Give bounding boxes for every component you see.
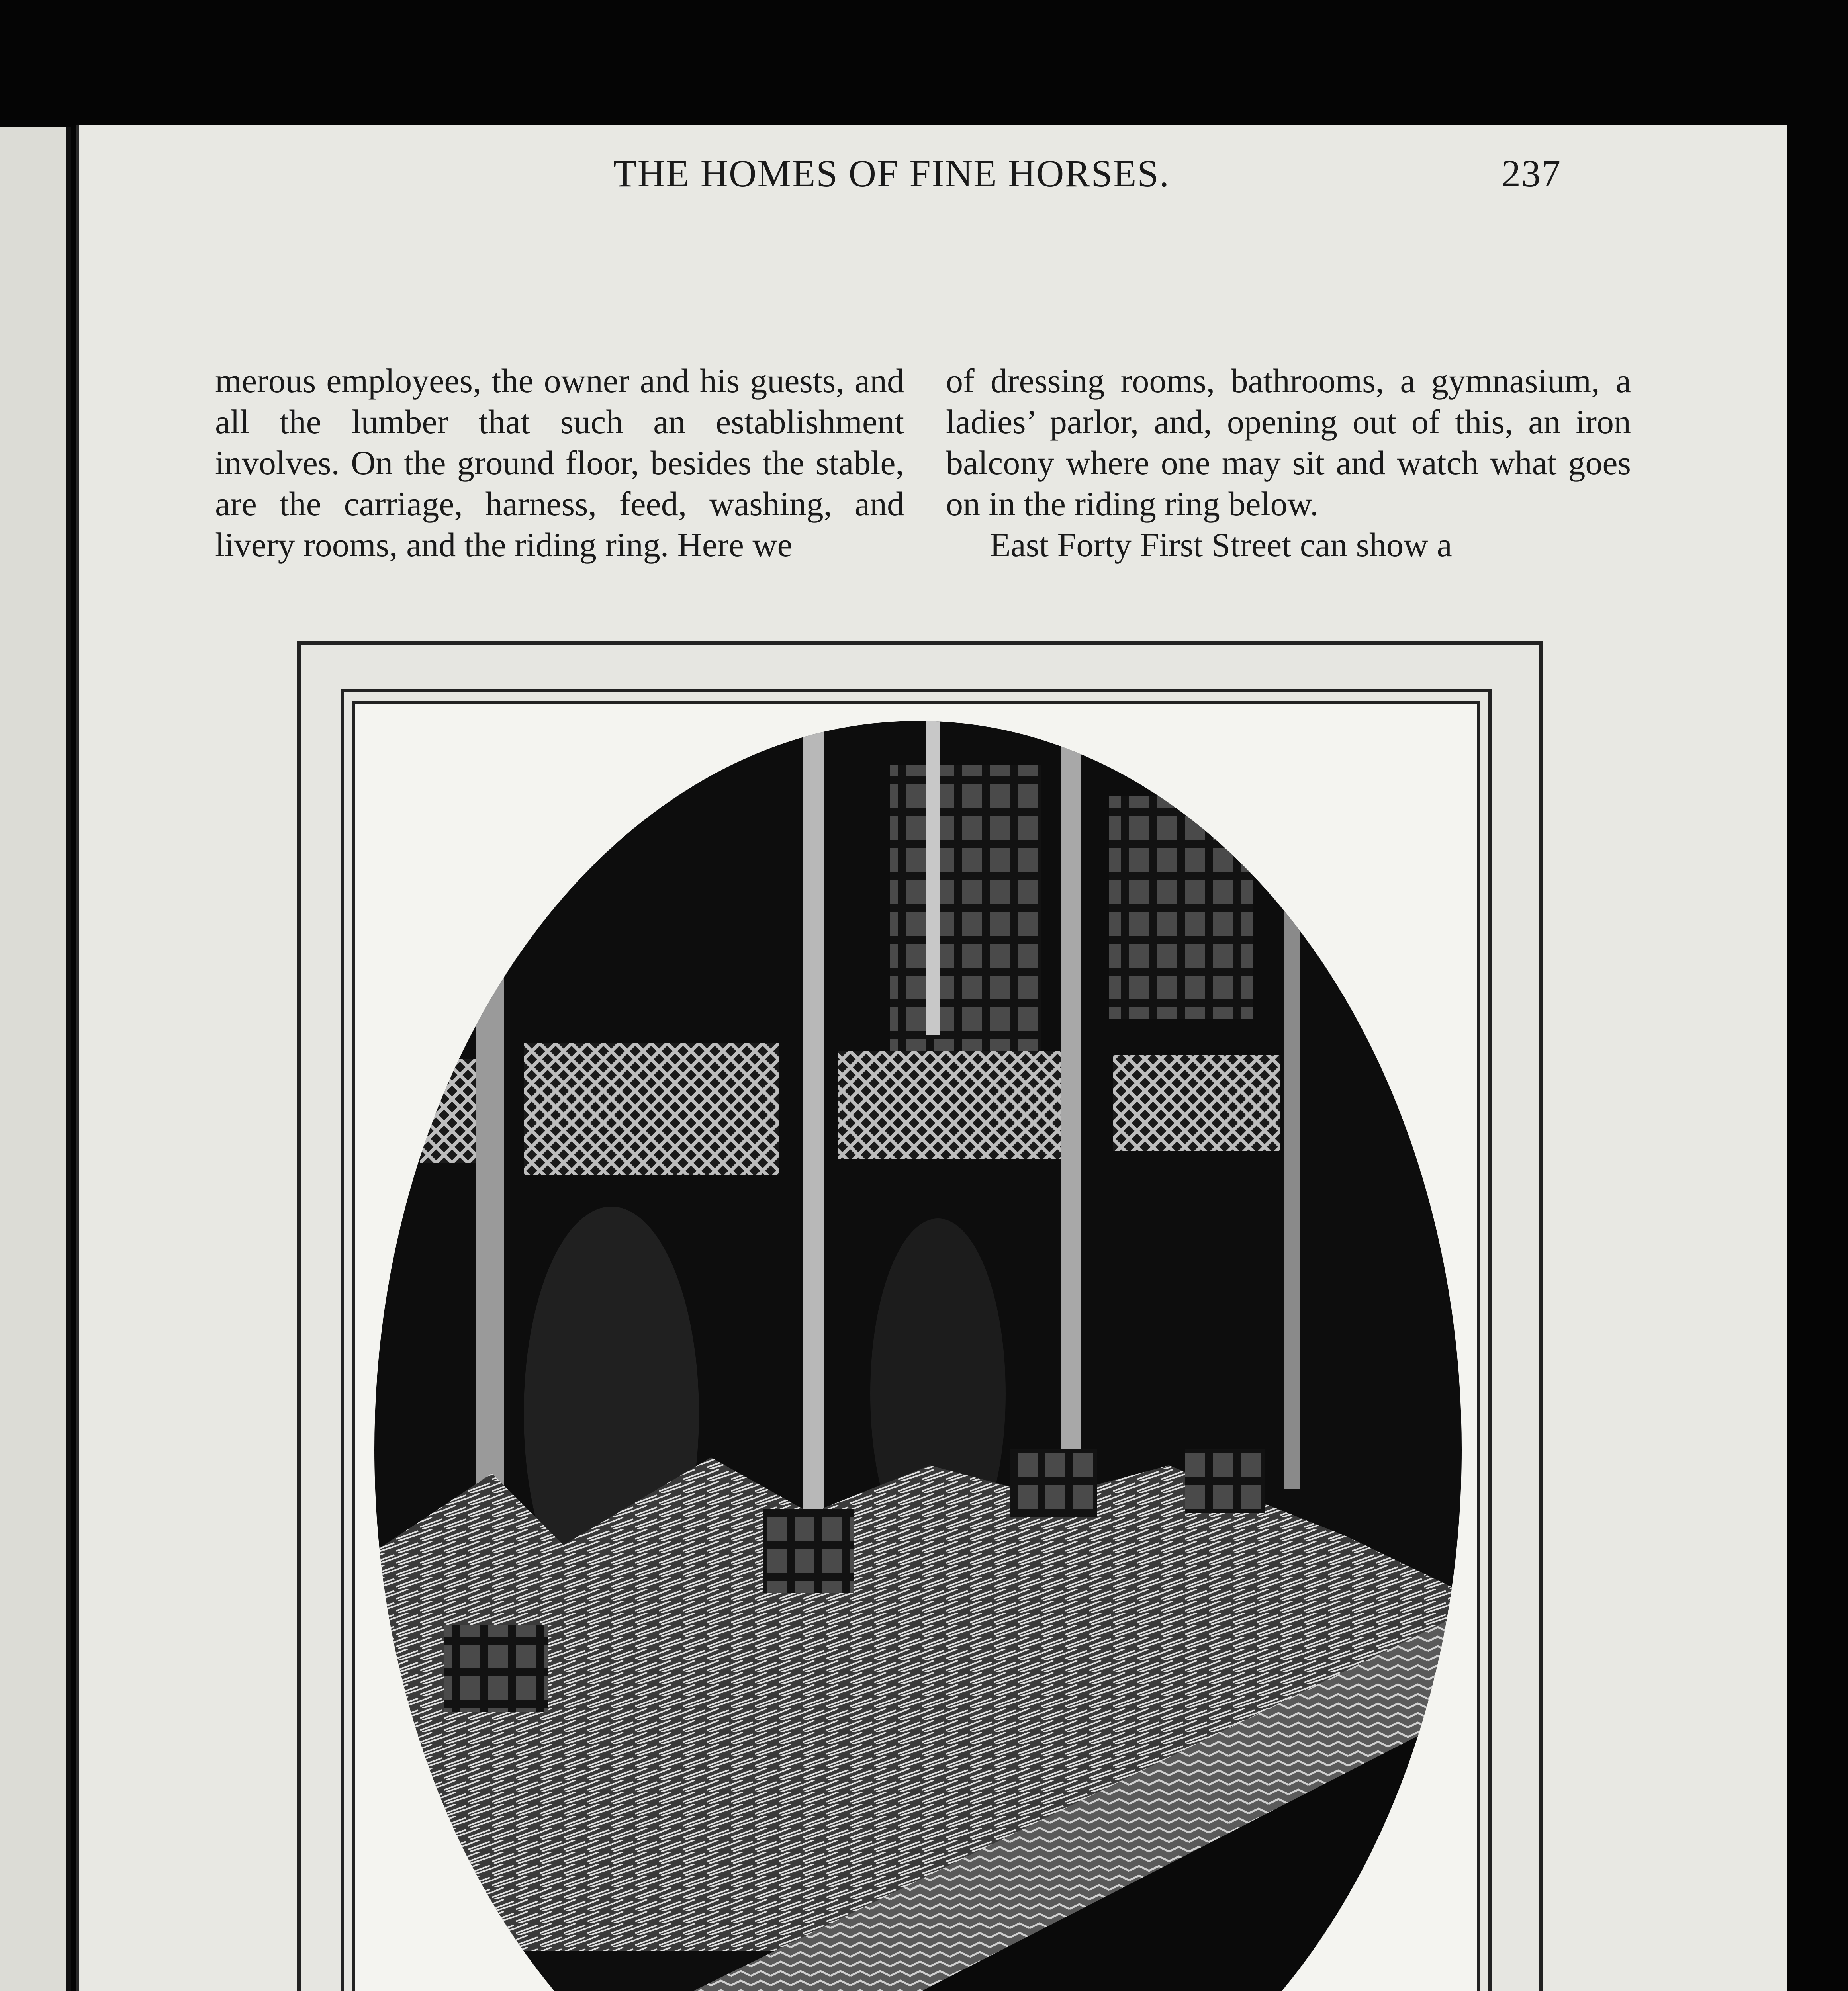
stable-stalls-photo: [372, 717, 1464, 1991]
paragraph: of dressing rooms, bathrooms, a gymnasium, a ladies’ parlor, and, opening out of this, an iron balcony where one may sit and watch what goes on in the riding ring below.: [946, 362, 1631, 523]
column-top-left: [215, 360, 904, 565]
paragraph: East Forty First Street can show a: [990, 526, 1452, 564]
paragraph: merous employees, the owner and his guests, and all the lumber that such an establishment involves. On the ground floor, besides the stable, are the carriage, harness, feed, washing, and livery rooms, and the riding ring. Here we: [215, 362, 904, 564]
running-head-title: THE HOMES OF FINE HORSES.: [613, 152, 1170, 195]
column-top-right: [946, 360, 1631, 565]
page-number: 237: [1502, 152, 1561, 195]
running-header: [613, 151, 1561, 211]
facing-page-edge: [0, 127, 71, 1991]
